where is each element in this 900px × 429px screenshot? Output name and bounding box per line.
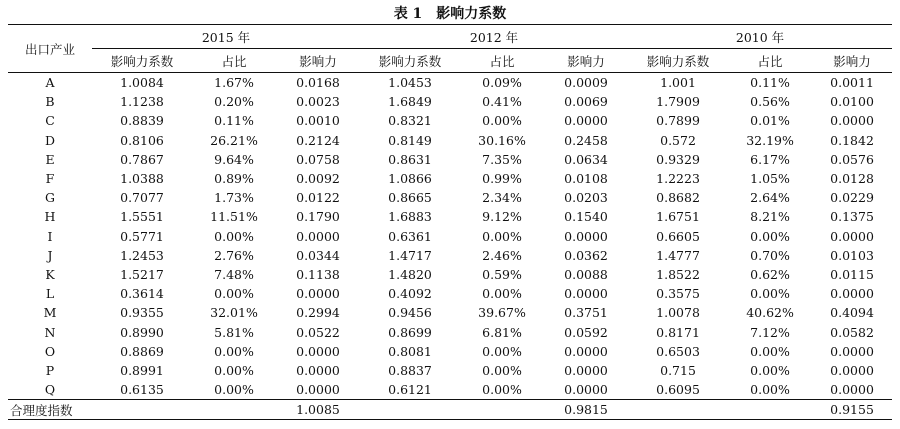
row-label-industry: B <box>45 94 55 110</box>
table-cell: 0.2994 <box>296 305 340 321</box>
table-row <box>8 150 892 169</box>
table-cell: 1.6883 <box>388 209 432 225</box>
row-label-industry: N <box>44 324 56 340</box>
total-cell: 1.0085 <box>276 400 360 420</box>
column-header-year-2010: 2010 年 <box>628 25 892 49</box>
column-header-metric: 影响力 <box>276 49 360 73</box>
table-cell: 0.0000 <box>830 286 874 302</box>
row-label-industry: P <box>45 362 55 378</box>
row-label-industry: O <box>44 343 56 359</box>
total-cell: 0.9155 <box>812 400 892 420</box>
table-cell: 1.67% <box>214 75 254 91</box>
table-cell: 0.0000 <box>830 228 874 244</box>
table-cell: 7.12% <box>750 324 790 340</box>
table-cell: 0.01% <box>750 113 790 129</box>
table-cell: 0.0122 <box>296 190 340 206</box>
total-cell <box>628 400 728 420</box>
table-row <box>8 361 892 380</box>
table-cell: 9.12% <box>482 209 522 225</box>
table-cell: 0.0522 <box>296 324 340 340</box>
total-cell <box>360 400 460 420</box>
table-cell: 2.34% <box>482 190 522 206</box>
table-cell: 0.59% <box>482 266 522 282</box>
table-row <box>8 131 892 150</box>
table-cell: 1.0866 <box>388 171 432 187</box>
table-cell: 0.8106 <box>120 132 164 148</box>
table-cell: 0.0168 <box>296 75 340 91</box>
table-cell: 32.19% <box>746 132 794 148</box>
table-cell: 0.00% <box>482 286 522 302</box>
total-cell: 0.9815 <box>544 400 628 420</box>
table-cell: 0.00% <box>750 362 790 378</box>
total-cell <box>460 400 544 420</box>
table-cell: 0.0362 <box>564 247 608 263</box>
table-cell: 0.7899 <box>656 113 700 129</box>
row-label-industry: H <box>44 209 56 225</box>
table-cell: 0.6135 <box>120 382 164 398</box>
table-cell: 0.0000 <box>830 362 874 378</box>
table-row <box>8 380 892 400</box>
table-cell: 1.2223 <box>656 171 700 187</box>
table-row <box>8 342 892 361</box>
table-cell: 0.6361 <box>388 228 432 244</box>
row-label-industry: A <box>45 75 55 91</box>
table-cell: 0.0758 <box>296 151 340 167</box>
row-label-industry: M <box>43 305 57 321</box>
table-cell: 0.0000 <box>830 382 874 398</box>
table-row <box>8 207 892 226</box>
table-cell: 2.46% <box>482 247 522 263</box>
table-title: 表 1 影响力系数 <box>393 6 507 22</box>
table-cell: 0.8321 <box>388 113 432 129</box>
table-cell: 0.00% <box>214 362 254 378</box>
table-cell: 1.0078 <box>656 305 700 321</box>
table-cell: 0.00% <box>214 286 254 302</box>
table-row <box>8 73 892 93</box>
table-cell: 0.00% <box>214 382 254 398</box>
table-cell: 0.0229 <box>830 190 874 206</box>
table-row <box>8 169 892 188</box>
table-cell: 1.4717 <box>388 247 432 263</box>
table-cell: 0.0000 <box>830 343 874 359</box>
row-label-industry: K <box>45 266 55 282</box>
total-row <box>8 400 892 420</box>
table-body <box>8 73 892 420</box>
table-cell: 1.001 <box>660 75 696 91</box>
table-cell: 0.0000 <box>564 286 608 302</box>
header-row-years <box>8 25 892 49</box>
row-label-industry: J <box>47 247 53 263</box>
table-cell: 0.1540 <box>564 209 608 225</box>
table-cell: 0.0100 <box>830 94 874 110</box>
table-cell: 6.81% <box>482 324 522 340</box>
table-cell: 0.0115 <box>830 266 874 282</box>
column-header-year-2012: 2012 年 <box>360 25 628 49</box>
table-cell: 0.3751 <box>564 305 608 321</box>
table-cell: 0.1375 <box>830 209 874 225</box>
table-cell: 0.00% <box>482 362 522 378</box>
table-row <box>8 246 892 265</box>
column-header-metric: 占比 <box>192 49 276 73</box>
table-cell: 0.0000 <box>296 286 340 302</box>
table-cell: 0.00% <box>214 228 254 244</box>
table-cell: 1.0453 <box>388 75 432 91</box>
table-cell: 30.16% <box>478 132 526 148</box>
row-label-industry: F <box>45 171 55 187</box>
table-cell: 1.6751 <box>656 209 700 225</box>
table-cell: 0.9329 <box>656 151 700 167</box>
table-cell: 0.20% <box>214 94 254 110</box>
table-cell: 0.99% <box>482 171 522 187</box>
row-label-industry: G <box>45 190 55 206</box>
table-cell: 0.0582 <box>830 324 874 340</box>
table-cell: 0.00% <box>214 343 254 359</box>
table-cell: 7.35% <box>482 151 522 167</box>
table-cell: 1.5217 <box>120 266 164 282</box>
table-cell: 26.21% <box>210 132 258 148</box>
table-cell: 0.0128 <box>830 171 874 187</box>
table-cell: 0.5771 <box>120 228 164 244</box>
table-cell: 8.21% <box>750 209 790 225</box>
table-cell: 0.0011 <box>830 75 874 91</box>
table-cell: 0.89% <box>214 171 254 187</box>
column-header-metric: 占比 <box>728 49 812 73</box>
table-cell: 0.0203 <box>564 190 608 206</box>
table-cell: 0.09% <box>482 75 522 91</box>
table-cell: 0.8149 <box>388 132 432 148</box>
table-cell: 0.0000 <box>296 343 340 359</box>
row-label-industry: I <box>47 228 53 244</box>
table-cell: 0.4092 <box>388 286 432 302</box>
table-cell: 0.6121 <box>388 382 432 398</box>
table-cell: 0.0000 <box>564 382 608 398</box>
table-cell: 0.715 <box>660 362 696 378</box>
table-cell: 32.01% <box>210 305 258 321</box>
table-cell: 1.0084 <box>120 75 164 91</box>
table-cell: 0.0000 <box>564 343 608 359</box>
table-cell: 0.00% <box>750 382 790 398</box>
table-cell: 0.4094 <box>830 305 874 321</box>
table-cell: 0.0000 <box>296 382 340 398</box>
table-cell: 0.8665 <box>388 190 432 206</box>
table-cell: 1.05% <box>750 171 790 187</box>
table-cell: 6.17% <box>750 151 790 167</box>
table-cell: 0.3614 <box>120 286 164 302</box>
table-cell: 1.0388 <box>120 171 164 187</box>
table-cell: 2.64% <box>750 190 790 206</box>
table-cell: 0.00% <box>750 228 790 244</box>
table-cell: 0.1842 <box>830 132 874 148</box>
table-cell: 0.11% <box>214 113 254 129</box>
table-cell: 0.0000 <box>564 228 608 244</box>
table-cell: 0.6503 <box>656 343 700 359</box>
table-row <box>8 303 892 322</box>
column-header-metric: 影响力系数 <box>92 49 192 73</box>
table-cell: 0.0592 <box>564 324 608 340</box>
table-row <box>8 284 892 303</box>
table-cell: 0.41% <box>482 94 522 110</box>
table-cell: 0.2124 <box>296 132 340 148</box>
table-cell: 0.0000 <box>296 362 340 378</box>
table-cell: 0.0108 <box>564 171 608 187</box>
column-header-metric: 影响力 <box>812 49 892 73</box>
table-cell: 0.11% <box>750 75 790 91</box>
table-cell: 0.00% <box>482 382 522 398</box>
table-cell: 0.62% <box>750 266 790 282</box>
table-cell: 0.0000 <box>296 228 340 244</box>
table-cell: 0.0092 <box>296 171 340 187</box>
table-cell: 0.0576 <box>830 151 874 167</box>
table-cell: 39.67% <box>478 305 526 321</box>
table-cell: 1.5551 <box>120 209 164 225</box>
total-cell <box>192 400 276 420</box>
table-cell: 5.81% <box>214 324 254 340</box>
table-cell: 0.0000 <box>564 113 608 129</box>
column-header-year-2015: 2015 年 <box>92 25 360 49</box>
table-cell: 0.2458 <box>564 132 608 148</box>
table-cell: 0.00% <box>482 228 522 244</box>
column-header-metric: 影响力系数 <box>360 49 460 73</box>
table-cell: 1.4777 <box>656 247 700 263</box>
table-cell: 0.7077 <box>120 190 164 206</box>
table-row <box>8 188 892 207</box>
column-header-metric: 影响力系数 <box>628 49 728 73</box>
table-cell: 0.8699 <box>388 324 432 340</box>
row-label-industry: Q <box>44 382 56 398</box>
table-cell: 0.3575 <box>656 286 700 302</box>
table-cell: 0.0103 <box>830 247 874 263</box>
table-cell: 0.6605 <box>656 228 700 244</box>
table-cell: 0.0000 <box>830 113 874 129</box>
table-cell: 0.9456 <box>388 305 432 321</box>
table-cell: 11.51% <box>210 209 258 225</box>
total-cell <box>92 400 192 420</box>
table-cell: 0.00% <box>482 343 522 359</box>
table-cell: 0.8081 <box>388 343 432 359</box>
table-cell: 1.6849 <box>388 94 432 110</box>
table-cell: 0.1138 <box>296 266 340 282</box>
table-row <box>8 265 892 284</box>
table-cell: 0.0000 <box>564 362 608 378</box>
table-cell: 0.9355 <box>120 305 164 321</box>
table-cell: 1.7909 <box>656 94 700 110</box>
table-cell: 0.8171 <box>656 324 700 340</box>
table-cell: 0.8991 <box>120 362 164 378</box>
table-cell: 0.0344 <box>296 247 340 263</box>
table-row <box>8 322 892 341</box>
row-label-industry: C <box>45 113 55 129</box>
table-cell: 9.64% <box>214 151 254 167</box>
table-cell: 1.73% <box>214 190 254 206</box>
table-cell: 0.572 <box>660 132 696 148</box>
table-cell: 7.48% <box>214 266 254 282</box>
total-label: 合理度指数 <box>8 400 92 420</box>
row-label-industry: E <box>45 151 55 167</box>
table-cell: 0.7867 <box>120 151 164 167</box>
table-cell: 0.0088 <box>564 266 608 282</box>
header-row-metrics <box>8 49 892 73</box>
table-row <box>8 111 892 130</box>
table-cell: 0.6095 <box>656 382 700 398</box>
table-cell: 0.0009 <box>564 75 608 91</box>
total-cell <box>728 400 812 420</box>
table-cell: 0.8869 <box>120 343 164 359</box>
table-cell: 1.1238 <box>120 94 164 110</box>
influence-coefficient-table <box>8 24 892 420</box>
table-cell: 0.0069 <box>564 94 608 110</box>
table-cell: 0.8631 <box>388 151 432 167</box>
table-cell: 0.1790 <box>296 209 340 225</box>
table-cell: 2.76% <box>214 247 254 263</box>
row-label-industry: D <box>44 132 56 148</box>
table-cell: 0.8839 <box>120 113 164 129</box>
table-cell: 0.0010 <box>296 113 340 129</box>
table-cell: 1.8522 <box>656 266 700 282</box>
table-cell: 0.56% <box>750 94 790 110</box>
table-cell: 0.00% <box>750 343 790 359</box>
table-cell: 0.0023 <box>296 94 340 110</box>
table-row <box>8 92 892 111</box>
table-cell: 0.0634 <box>564 151 608 167</box>
table-cell: 0.00% <box>750 286 790 302</box>
table-cell: 0.8990 <box>120 324 164 340</box>
table-cell: 0.8837 <box>388 362 432 378</box>
row-label-industry: L <box>45 286 55 302</box>
table-cell: 0.70% <box>750 247 790 263</box>
table-cell: 0.00% <box>482 113 522 129</box>
table-cell: 40.62% <box>746 305 794 321</box>
column-header-industry: 出口产业 <box>8 25 92 73</box>
column-header-metric: 占比 <box>460 49 544 73</box>
table-cell: 1.2453 <box>120 247 164 263</box>
table-cell: 1.4820 <box>388 266 432 282</box>
column-header-metric: 影响力 <box>544 49 628 73</box>
table-row <box>8 227 892 246</box>
table-cell: 0.8682 <box>656 190 700 206</box>
